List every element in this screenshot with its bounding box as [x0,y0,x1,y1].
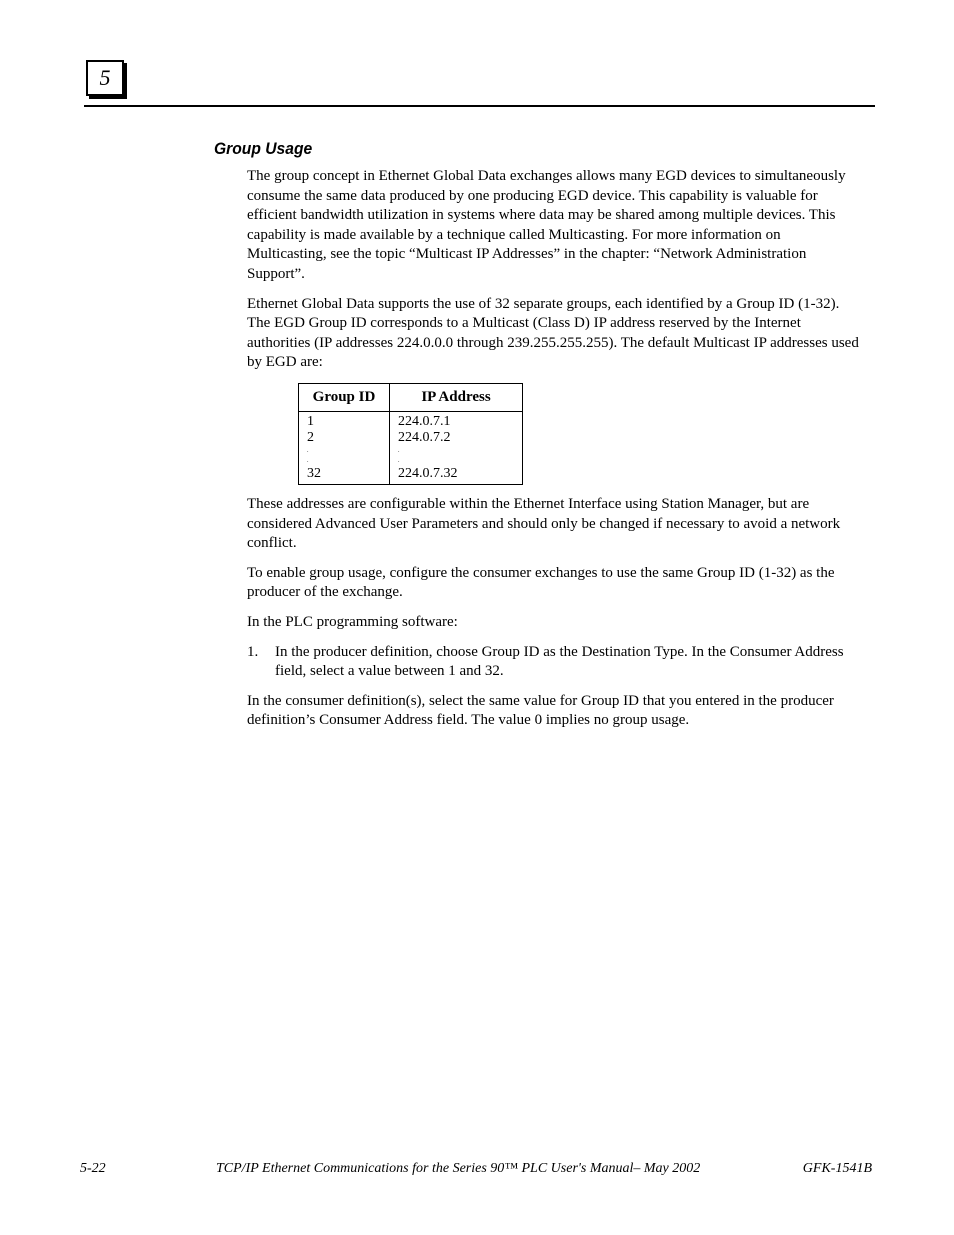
table-row [299,430,523,446]
table-cell: . [299,446,390,456]
page-number: 5-22 [80,1161,106,1176]
chapter-number: 5 [99,65,111,90]
table-row [299,411,523,430]
paragraph: The group concept in Ethernet Global Data exchanges allows many EGD devices to simultaneously consume the same data produced by one producing EGD device. This capability is valuable for efficient bandwidth utilization in systems where data may be shared among multiple devices. This capability is made available by a technique called Multicasting. For more information on Multicasting, see the topic “Multicast IP Addresses” in the chapter: “Network Administration Support”. [247,168,846,282]
numbered-step [247,643,861,682]
table-cell: . [390,446,523,456]
table-row [299,456,523,466]
column-header-ip-address: IP Address [390,383,523,411]
table-cell: 32 [299,466,390,485]
paragraph: These addresses are configurable within the Ethernet Interface using Station Manager, but are considered Advanced User Parameters and should only be changed if necessary to avoid a network conflict. [247,495,841,552]
table-cell: 224.0.7.2 [390,430,523,446]
document-number: GFK-1541B [802,1161,872,1176]
table-cell: . [390,456,523,466]
paragraph: To enable group usage, configure the consumer exchanges to use the same Group ID (1-32) as the producer of the exchange. [247,564,835,601]
header-rule [84,105,875,107]
section-heading: Group Usage [214,139,313,158]
manual-title: TCP/IP Ethernet Communications for the Series 90™ PLC User's Manual– May 2002 [216,1161,701,1176]
paragraph: In the consumer definition(s), select the same value for Group ID that you entered in the producer definition’s Consumer Address field. The value 0 implies no group usage. [247,692,834,729]
paragraph: In the PLC programming software: [247,613,458,630]
table-cell: 224.0.7.1 [390,411,523,430]
table-cell: 224.0.7.32 [390,466,523,485]
table-cell: 1 [299,411,390,430]
table-header-row [299,383,523,411]
group-address-table [298,383,523,485]
table-row [299,446,523,456]
chapter-number-box [86,60,124,96]
column-header-group-id: Group ID [299,383,390,411]
paragraph: Ethernet Global Data supports the use of 32 separate groups, each identified by a Group ID (1-32). The EGD Group ID corresponds to a Multicast (Class D) IP address reserved by the Internet authorities (IP addresses 224.0.0.0 through 239.255.255.255). The default Multicast IP addresses used by EGD are: [247,295,859,371]
table-cell: 2 [299,430,390,446]
step-number: 1. [247,643,259,660]
table-cell: . [299,456,390,466]
section-body [247,167,861,741]
table-row [299,466,523,485]
step-text: In the producer definition, choose Group ID as the Destination Type. In the Consumer Address field, select a value between 1 and 32. [275,643,844,680]
